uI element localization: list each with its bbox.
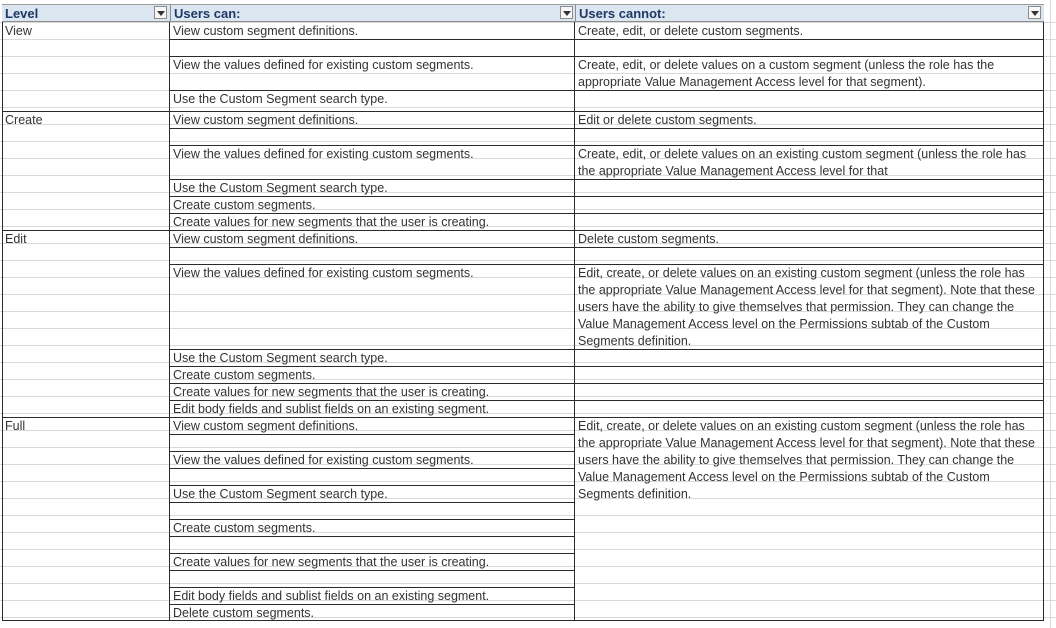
cannot-cell[interactable]: Edit, create, or delete values on an existing custom segment (unless the role has the appropriate Value Management Access level for that segment). Note that these users have the ability to give themselves that permission. They can change the Value Management Access level on the Permissions subtab of the Custom Segments definition.	[578, 266, 1035, 348]
gridline	[1050, 0, 1051, 628]
cell-border	[169, 604, 575, 605]
gridline	[0, 515, 1056, 516]
cell-border	[574, 145, 1044, 146]
can-cell[interactable]: Edit body fields and sublist fields on an existing segment.	[173, 402, 490, 416]
cell-border	[574, 349, 1044, 350]
can-cell[interactable]: Create values for new segments that the user is creating.	[173, 555, 490, 569]
cell-border	[169, 553, 575, 554]
cell-border	[574, 179, 1044, 180]
cell-border	[169, 519, 575, 520]
cell-border	[169, 128, 575, 129]
cannot-cell[interactable]: Create, edit, or delete custom segments.	[578, 24, 804, 38]
cell-border	[169, 502, 575, 503]
can-cell[interactable]: Use the Custom Segment search type.	[173, 181, 388, 195]
can-cell[interactable]: Create custom segments.	[173, 368, 316, 382]
can-cell[interactable]: Create custom segments.	[173, 521, 316, 535]
can-cell[interactable]: Delete custom segments.	[173, 606, 315, 620]
can-cell[interactable]: Create values for new segments that the user is creating.	[173, 215, 490, 229]
header-users-can[interactable]: Users can:	[171, 4, 575, 22]
cannot-cell[interactable]: Create, edit, or delete values on a custom segment (unless the role has the appropriate Value Management Access level for that segment).	[578, 58, 995, 89]
can-cell[interactable]: Create values for new segments that the user is creating.	[173, 385, 490, 399]
can-cell[interactable]: Edit body fields and sublist fields on an existing segment.	[173, 589, 490, 603]
can-cell[interactable]: View the values defined for existing custom segments.	[173, 453, 474, 467]
cell-border	[574, 400, 1044, 401]
cell-border	[169, 56, 575, 57]
level-cell-full[interactable]: Full	[5, 419, 26, 433]
filter-dropdown-icon[interactable]	[1028, 6, 1041, 19]
cell-border	[574, 56, 1044, 57]
cell-border	[169, 264, 575, 265]
cell-border	[169, 145, 575, 146]
cell-border	[169, 179, 575, 180]
level-cell-edit[interactable]: Edit	[5, 232, 27, 246]
cell-border	[169, 90, 575, 91]
cannot-cell[interactable]: Edit, create, or delete values on an existing custom segment (unless the role has the appropriate Value Management Access level for that segment). Note that these users have the ability to give themselves that permission. They can change the Value Management Access level on the Permissions subtab of the Custom Segments definition.	[578, 419, 1035, 501]
cell-border	[169, 570, 575, 571]
gridline	[0, 260, 1056, 261]
can-cell[interactable]: Use the Custom Segment search type.	[173, 351, 388, 365]
cannot-cell[interactable]: Edit or delete custom segments.	[578, 113, 757, 127]
cannot-cell[interactable]: Create, edit, or delete values on an existing custom segment (unless the role has the appropriate Value Management Access level for that	[578, 147, 1027, 178]
level-cell-view[interactable]: View	[5, 24, 32, 38]
filter-dropdown-icon[interactable]	[154, 6, 167, 19]
cell-border	[169, 349, 575, 350]
level-cell-create[interactable]: Create	[5, 113, 43, 127]
cell-border	[169, 39, 575, 40]
cell-border	[574, 196, 1044, 197]
cell-border	[574, 264, 1044, 265]
gridline	[0, 141, 1056, 142]
can-cell[interactable]: Use the Custom Segment search type.	[173, 487, 388, 501]
cell-border	[169, 468, 575, 469]
cell-border	[169, 451, 575, 452]
gridline	[0, 549, 1056, 550]
cell-border	[169, 536, 575, 537]
can-cell[interactable]: View custom segment definitions.	[173, 24, 359, 38]
cell-border	[574, 383, 1044, 384]
cell-border	[2, 111, 1044, 112]
cell-border	[169, 366, 575, 367]
cell-border	[169, 400, 575, 401]
cell-border	[169, 434, 575, 435]
cell-border	[574, 39, 1044, 40]
can-cell[interactable]: Use the Custom Segment search type.	[173, 92, 388, 106]
cannot-cell[interactable]: Delete custom segments.	[578, 232, 720, 246]
can-cell[interactable]: View the values defined for existing custom segments.	[173, 147, 474, 161]
filter-dropdown-icon[interactable]	[560, 6, 573, 19]
cell-border	[169, 587, 575, 588]
can-cell[interactable]: Create custom segments.	[173, 198, 316, 212]
can-cell[interactable]: View custom segment definitions.	[173, 113, 359, 127]
can-cell[interactable]: View custom segment definitions.	[173, 419, 359, 433]
cell-border	[169, 247, 575, 248]
cell-border	[169, 213, 575, 214]
cell-border	[574, 90, 1044, 91]
cell-border	[2, 230, 1044, 231]
header-users-cannot[interactable]: Users cannot:	[576, 4, 1044, 22]
cell-border	[2, 620, 1044, 621]
cell-border	[169, 196, 575, 197]
can-cell[interactable]: View custom segment definitions.	[173, 232, 359, 246]
can-cell[interactable]: View the values defined for existing custom segments.	[173, 266, 474, 280]
can-cell[interactable]: View the values defined for existing custom segments.	[173, 58, 474, 72]
gridline	[0, 583, 1056, 584]
cell-border	[574, 213, 1044, 214]
cell-border	[574, 247, 1044, 248]
cell-border	[169, 485, 575, 486]
cell-border	[169, 383, 575, 384]
header-level[interactable]: Level	[2, 4, 170, 22]
cell-border	[2, 417, 1044, 418]
cell-border	[574, 366, 1044, 367]
cell-border	[574, 128, 1044, 129]
